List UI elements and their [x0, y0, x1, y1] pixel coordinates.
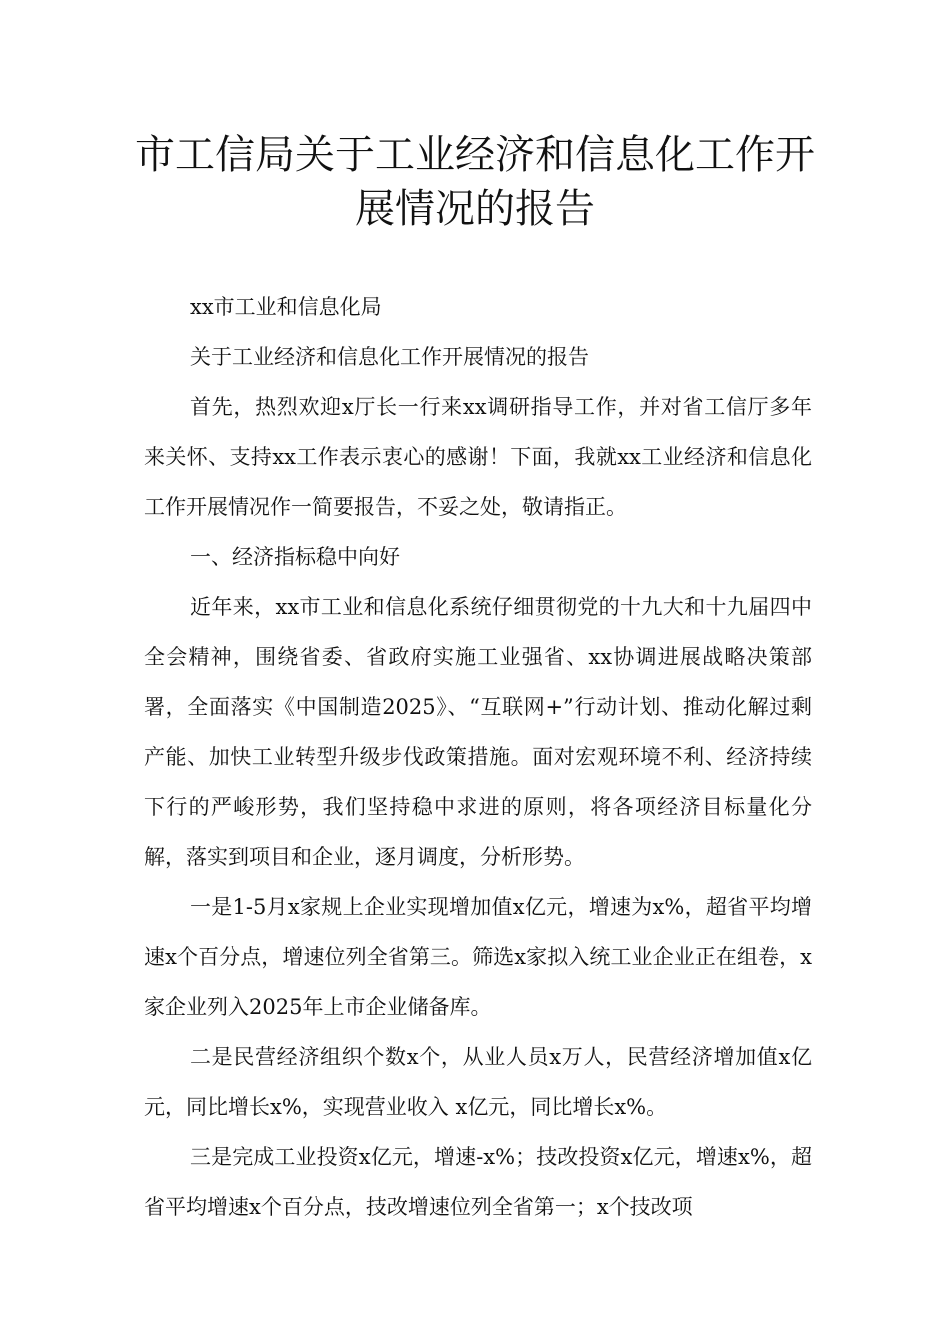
opening-paragraph: 首先，热烈欢迎x厅长一行来xx调研指导工作，并对省工信厅多年来关怀、支持xx工作表示衷心的感谢！下面，我就xx工业经济和信息化工作开展情况作一简要报告，不妥之处，敬请指正。: [144, 395, 812, 519]
point-one-paragraph: 一是1-5月x家规上企业实现增加值x亿元，增速为x%，超省平均增速x个百分点，增速位列全省第三。筛选x家拟入统工业企业正在组卷，x家企业列入2025年上市企业储备库。: [144, 895, 812, 1019]
issuer-line: xx市工业和信息化局: [190, 295, 382, 319]
document-title: 市工信局关于工业经济和信息化工作开展情况的报告: [135, 132, 815, 232]
point-three-paragraph: 三是完成工业投资x亿元，增速-x%；技改投资x亿元，增速x%，超省平均增速x个百分点，技改增速位列全省第一；x个技改项: [144, 1145, 812, 1219]
document-body: [144, 282, 812, 1232]
section-heading-1: 一、经济指标稳中向好: [190, 545, 400, 569]
overview-paragraph: 近年来，xx市工业和信息化系统仔细贯彻党的十九大和十九届四中全会精神，围绕省委、省政府实施工业强省、xx协调进展战略决策部署，全面落实《中国制造2025》、“互联网+”行动计划、推动化解过剩产能、加快工业转型升级步伐政策措施。面对宏观环境不利、经济持续下行的严峻形势，我们坚持稳中求进的原则，将各项经济目标量化分解，落实到项目和企业，逐月调度，分析形势。: [144, 595, 812, 869]
point-two-paragraph: 二是民营经济组织个数x个，从业人员x万人，民营经济增加值x亿元，同比增长x%，实现营业收入 x亿元，同比增长x%。: [144, 1045, 812, 1119]
report-subject-line: 关于工业经济和信息化工作开展情况的报告: [190, 345, 589, 369]
